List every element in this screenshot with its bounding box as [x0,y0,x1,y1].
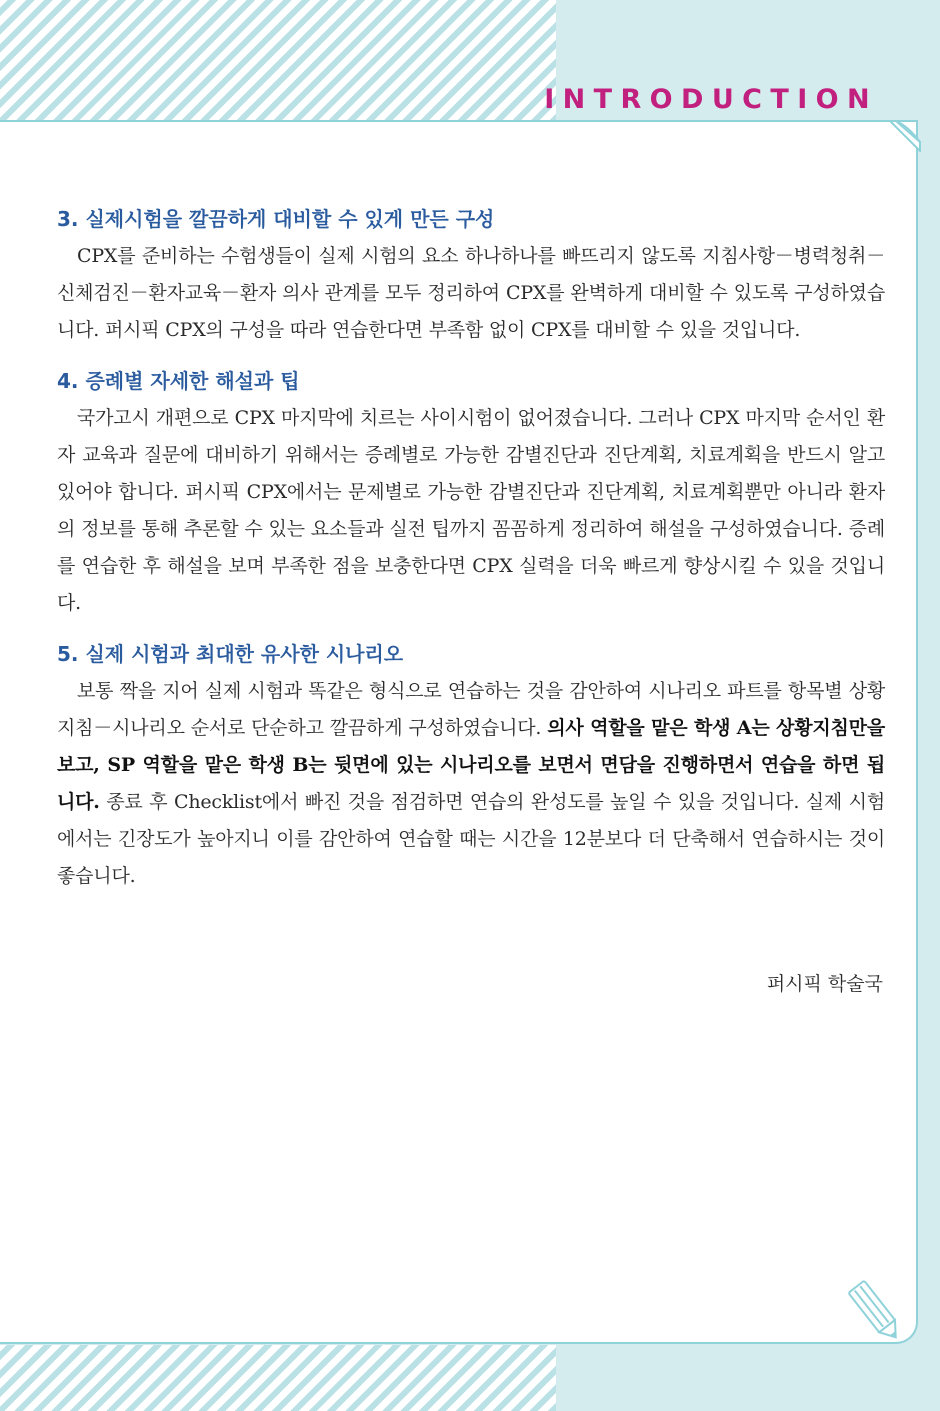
panel-corner-fold [890,120,924,152]
section-heading: 5. 실제 시험과 최대한 유사한 시나리오 [57,642,404,666]
section-heading: 3. 실제시험을 깔끔하게 대비할 수 있게 만든 구성 [57,207,495,231]
section-paragraph: 국가고시 개편으로 CPX 마지막에 치르는 사이시험이 없어졌습니다. 그러나 CPX 마지막 순서인 환자 교육과 질문에 대비하기 위해서는 증례별로 가능한 감별진단과 진단계획, 치료계획을 반드시 알고 있어야 합니다. 퍼시픽 CPX에서는 문제별로 가능한 감별진단과 진단계획, 치료계획뿐만 아니라 환자의 정보를 통해 추론할 수 있는 요소들과 실전 팁까지 꼼꼼하게 정리하여 해설을 구성하였습니다. 증례를 연습한 후 해설을 보며 부족한 점을 보충한다면 CPX 실력을 더욱 빠르게 향상시킬 수 있을 것입니다. [57,407,885,614]
pencil-icon [846,1278,906,1346]
section-paragraph: CPX를 준비하는 수험생들이 실제 시험의 요소 하나하나를 빠뜨리지 않도록 지침사항－병력청취－신체검진－환자교육－환자 의사 관계를 모두 정리하여 CPX를 완벽하게 대비할 수 있도록 구성하였습니다. 퍼시픽 CPX의 구성을 따라 연습한다면 부족함 없이 CPX를 대비할 수 있을 것입니다. [57,245,885,341]
section-heading: 4. 증례별 자세한 해설과 팁 [57,369,300,393]
section-paragraph [57,673,885,895]
section-3 [57,204,885,349]
main-content [57,204,885,895]
footer-stripes [0,1345,556,1411]
signature: 퍼시픽 학술국 [766,973,883,995]
section-5 [57,639,885,895]
page-header-title: INTRODUCTION [544,84,878,115]
paragraph-text: 종료 후 Checklist에서 빠진 것을 점검하면 연습의 완성도를 높일 수 있을 것입니다. 실제 시험에서는 긴장도가 높아지니 이를 감안하여 연습할 때는 시간을 12분보다 더 단축해서 연습하시는 것이 좋습니다. [57,791,885,887]
header-stripes [0,0,556,122]
section-4 [57,366,885,622]
paragraph-text: 보통 짝을 지어 실제 시험과 똑같은 형식으로 연습하는 것을 감안하여 시나리오 파트를 항목별 상황지침－시나리오 순서로 단순하고 깔끔하게 구성하였습니다. [57,680,885,739]
paragraph-bold-text: 의사 역할을 맡은 학생 A는 상황지침만을 보고, SP 역할을 맡은 학생 B는 뒷면에 있는 시나리오를 보면서 면담을 진행하면서 연습을 하면 됩니다. [57,717,885,813]
